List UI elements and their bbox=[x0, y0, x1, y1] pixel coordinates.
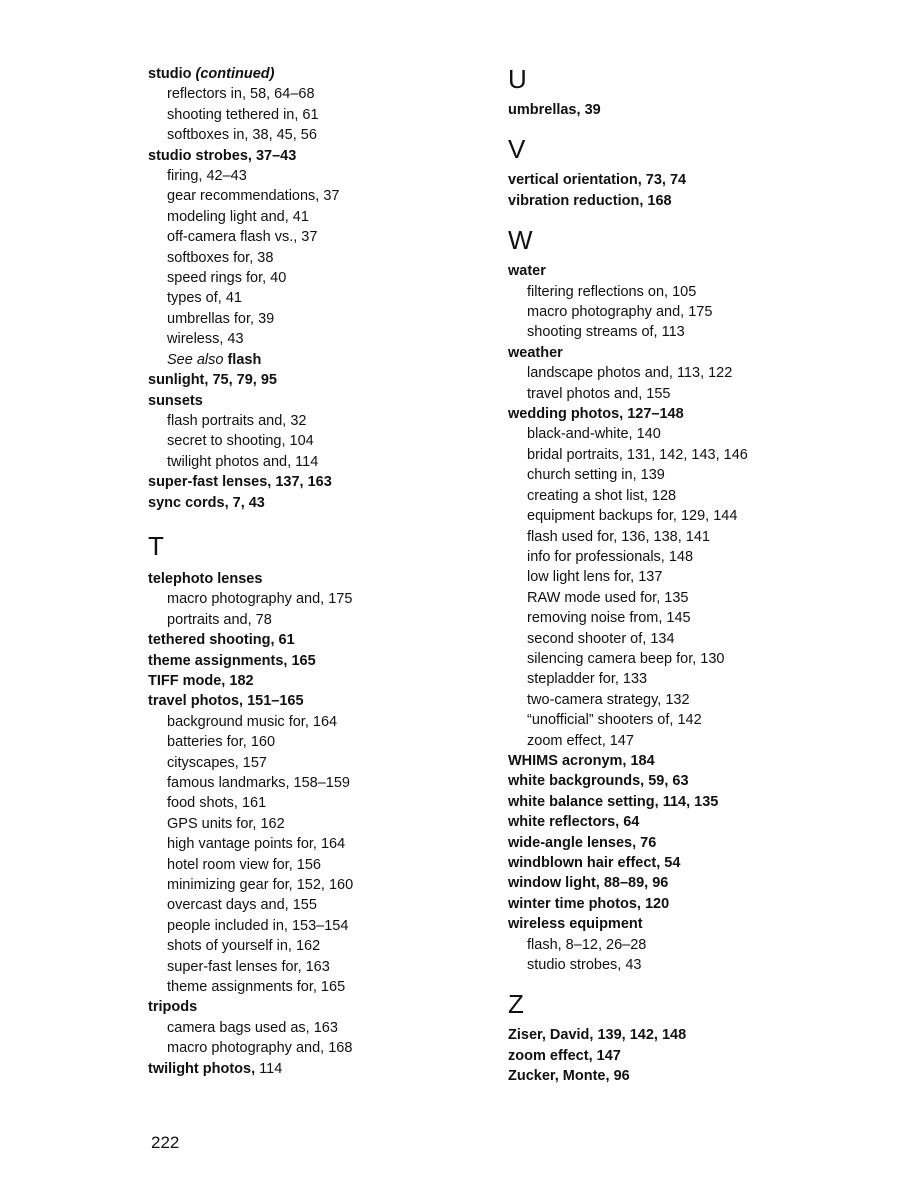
index-subentry: camera bags used as, 163 bbox=[167, 1019, 338, 1036]
index-subentry: secret to shooting, 104 bbox=[167, 433, 314, 450]
entry-pages: 168 bbox=[647, 192, 672, 209]
index-entry-white-balance-setting bbox=[508, 792, 838, 812]
index-entry-twilight-photos bbox=[148, 1059, 478, 1079]
index-subentry: high vantage points for, 164 bbox=[167, 836, 346, 853]
index-entry-water bbox=[508, 261, 838, 281]
entry-pages: 96 bbox=[613, 1068, 630, 1085]
section-letter-v: V bbox=[508, 134, 526, 165]
index-subentry: travel photos and, 155 bbox=[527, 385, 671, 402]
entry-pages: 61 bbox=[278, 632, 295, 649]
entry-term: vertical orientation, bbox=[508, 172, 642, 189]
entry-term: sync cords, bbox=[148, 494, 229, 511]
index-column-left bbox=[148, 64, 478, 1079]
entry-pages: 59, 63 bbox=[648, 773, 689, 790]
entry-pages: 127–148 bbox=[627, 406, 684, 423]
entry-term: Zucker, Monte, bbox=[508, 1068, 610, 1085]
index-entry-wedding-photos bbox=[508, 404, 838, 424]
index-subentry: shooting tethered in, 61 bbox=[167, 106, 319, 123]
index-entry-windblown-hair-effect bbox=[508, 853, 838, 873]
index-subentry: off-camera flash vs., 37 bbox=[167, 229, 318, 246]
index-entry-weather bbox=[508, 343, 838, 363]
continued-label: (continued) bbox=[195, 66, 275, 82]
index-subentry: bridal portraits, 131, 142, 143, 146 bbox=[527, 446, 748, 463]
entry-term: windblown hair effect, bbox=[508, 855, 661, 871]
entry-term: theme assignments, bbox=[148, 652, 288, 669]
index-subentry: silencing camera beep for, 130 bbox=[527, 650, 725, 667]
entry-pages: 137, 163 bbox=[275, 474, 332, 491]
index-subentry: equipment backups for, 129, 144 bbox=[527, 508, 738, 525]
index-entry-vibration-reduction bbox=[508, 191, 838, 211]
entry-pages: 37–43 bbox=[255, 147, 297, 164]
index-subentry: umbrellas for, 39 bbox=[167, 310, 275, 327]
index-subentry: batteries for, 160 bbox=[167, 734, 276, 751]
entry-pages: 75, 79, 95 bbox=[212, 372, 277, 389]
index-subentry: speed rings for, 40 bbox=[167, 270, 287, 287]
index-entry-ziser-david bbox=[508, 1025, 838, 1045]
index-entry-studio-strobes bbox=[148, 146, 478, 166]
index-entry-wide-angle-lenses bbox=[508, 833, 838, 853]
index-entry-zoom-effect bbox=[508, 1046, 838, 1066]
index-subentry: softboxes for, 38 bbox=[167, 249, 274, 266]
index-subentry: flash portraits and, 32 bbox=[167, 412, 307, 429]
index-entry-winter-time-photos bbox=[508, 894, 838, 914]
entry-term: super-fast lenses, bbox=[148, 474, 272, 491]
section-letter-w: W bbox=[508, 225, 533, 256]
index-entry-super-fast-lenses bbox=[148, 472, 478, 492]
index-entry-tiff-mode bbox=[148, 671, 478, 691]
index-entry-vertical-orientation bbox=[508, 170, 838, 190]
index-subentry: macro photography and, 175 bbox=[167, 591, 353, 608]
entry-term: wireless equipment bbox=[508, 916, 643, 933]
index-subentry: people included in, 153–154 bbox=[167, 917, 349, 934]
entry-term: tethered shooting, bbox=[148, 632, 275, 649]
entry-term: wide-angle lenses, bbox=[508, 834, 637, 851]
index-subentry: cityscapes, 157 bbox=[167, 754, 267, 771]
index-subentry: famous landmarks, 158–159 bbox=[167, 775, 350, 791]
index-subentry: shots of yourself in, 162 bbox=[167, 938, 321, 955]
entry-term: vibration reduction, bbox=[508, 192, 644, 209]
entry-term: twilight photos, bbox=[148, 1060, 256, 1077]
entry-term: water bbox=[508, 263, 546, 280]
index-subentry: second shooter of, 134 bbox=[527, 630, 675, 647]
entry-pages: 88–89, 96 bbox=[603, 875, 669, 892]
entry-term: Ziser, David, bbox=[508, 1027, 594, 1044]
index-subentry: low light lens for, 137 bbox=[527, 569, 663, 586]
entry-pages: 73, 74 bbox=[645, 172, 687, 189]
index-subentry: overcast days and, 155 bbox=[167, 897, 317, 914]
entry-pages: 114, 135 bbox=[662, 793, 719, 810]
index-subentry: twilight photos and, 114 bbox=[167, 453, 319, 470]
entry-term: zoom effect, bbox=[508, 1047, 593, 1064]
entry-term: sunlight, bbox=[148, 372, 209, 389]
index-subentry: theme assignments for, 165 bbox=[167, 979, 346, 996]
index-entry-telephoto-lenses bbox=[148, 569, 478, 589]
index-entry-zucker-monte bbox=[508, 1066, 838, 1086]
entry-term: travel photos, bbox=[148, 693, 244, 710]
index-entry-whims-acronym bbox=[508, 751, 838, 771]
see-also-reference bbox=[148, 350, 478, 370]
index-subentry: firing, 42–43 bbox=[167, 168, 247, 185]
entry-term: white backgrounds, bbox=[508, 773, 645, 790]
index-entry-white-reflectors bbox=[508, 812, 838, 832]
page-number: 222 bbox=[151, 1133, 180, 1152]
index-entry-umbrellas bbox=[508, 100, 838, 120]
index-subentry: wireless, 43 bbox=[167, 331, 244, 348]
index-subentry: creating a shot list, 128 bbox=[527, 487, 677, 504]
index-subentry: studio strobes, 43 bbox=[527, 957, 642, 974]
entry-pages: 139, 142, 148 bbox=[597, 1027, 687, 1044]
see-also-target: flash bbox=[227, 351, 262, 368]
entry-term: TIFF mode, bbox=[148, 672, 226, 689]
index-subentry: flash used for, 136, 138, 141 bbox=[527, 528, 710, 545]
index-entry-studio bbox=[148, 64, 478, 84]
index-subentry: food shots, 161 bbox=[167, 795, 267, 812]
entry-term: studio strobes, bbox=[148, 147, 252, 164]
index-subentry: stepladder for, 133 bbox=[527, 671, 648, 688]
entry-term: weather bbox=[508, 344, 563, 361]
section-letter-t: T bbox=[148, 530, 164, 561]
index-subentry: black-and-white, 140 bbox=[527, 426, 661, 443]
index-subentry: background music for, 164 bbox=[167, 713, 338, 730]
entry-term: telephoto lenses bbox=[148, 570, 263, 587]
entry-pages: 120 bbox=[644, 895, 670, 912]
index-entry-sunlight bbox=[148, 370, 478, 390]
index-entry-wireless-equipment bbox=[508, 914, 838, 934]
entry-pages: 76 bbox=[640, 834, 657, 851]
index-entry-sunsets bbox=[148, 391, 478, 411]
entry-pages: 7, 43 bbox=[232, 494, 265, 511]
index-subentry: softboxes in, 38, 45, 56 bbox=[167, 127, 317, 144]
index-column-right bbox=[508, 64, 838, 1087]
entry-term: WHIMS acronym, bbox=[508, 752, 627, 769]
entry-pages: 114 bbox=[259, 1060, 283, 1077]
entry-pages: 64 bbox=[623, 814, 640, 831]
index-subentry: macro photography and, 175 bbox=[527, 304, 713, 321]
index-subentry: super-fast lenses for, 163 bbox=[167, 958, 330, 975]
index-subentry: “unofficial” shooters of, 142 bbox=[527, 712, 702, 729]
index-subentry: hotel room view for, 156 bbox=[167, 856, 321, 873]
index-subentry: modeling light and, 41 bbox=[167, 208, 309, 225]
index-entry-theme-assignments bbox=[148, 651, 478, 671]
index-subentry: RAW mode used for, 135 bbox=[527, 589, 689, 606]
entry-term: window light, bbox=[508, 875, 600, 892]
index-entry-white-backgrounds bbox=[508, 771, 838, 791]
entry-pages: 182 bbox=[229, 672, 254, 689]
entry-pages: 165 bbox=[291, 652, 316, 669]
entry-term: sunsets bbox=[148, 392, 203, 409]
index-subentry: zoom effect, 147 bbox=[527, 732, 634, 749]
index-entry-tethered-shooting bbox=[148, 630, 478, 650]
index-subentry: flash, 8–12, 26–28 bbox=[527, 936, 647, 953]
index-subentry: portraits and, 78 bbox=[167, 611, 272, 628]
entry-term: white reflectors, bbox=[508, 814, 620, 831]
index-subentry: reflectors in, 58, 64–68 bbox=[167, 86, 315, 103]
index-subentry: macro photography and, 168 bbox=[167, 1040, 353, 1057]
index-subentry: GPS units for, 162 bbox=[167, 815, 285, 832]
index-subentry: filtering reflections on, 105 bbox=[527, 283, 697, 300]
section-letter-z: Z bbox=[508, 989, 524, 1020]
index-subentry: types of, 41 bbox=[167, 290, 242, 307]
index-entry-tripods bbox=[148, 997, 478, 1017]
index-subentry: landscape photos and, 113, 122 bbox=[527, 365, 733, 382]
entry-term: winter time photos, bbox=[508, 895, 641, 912]
index-subentry: removing noise from, 145 bbox=[527, 610, 691, 627]
index-subentry: info for professionals, 148 bbox=[527, 548, 694, 565]
index-entry-travel-photos bbox=[148, 691, 478, 711]
entry-term: studio bbox=[148, 66, 192, 82]
index-entry-window-light bbox=[508, 873, 838, 893]
entry-pages: 39 bbox=[584, 102, 601, 118]
entry-term: umbrellas, bbox=[508, 102, 581, 118]
index-subentry: church setting in, 139 bbox=[527, 467, 665, 484]
see-also-label: See also bbox=[167, 351, 224, 368]
index-subentry: shooting streams of, 113 bbox=[527, 324, 685, 341]
entry-term: tripods bbox=[148, 999, 198, 1016]
index-entry-sync-cords bbox=[148, 493, 478, 513]
index-subentry: minimizing gear for, 152, 160 bbox=[167, 877, 354, 894]
index-subentry: two-camera strategy, 132 bbox=[527, 691, 690, 708]
entry-pages: 147 bbox=[596, 1047, 621, 1064]
entry-pages: 151–165 bbox=[247, 693, 304, 710]
entry-term: wedding photos, bbox=[508, 406, 624, 423]
section-letter-u: U bbox=[508, 64, 527, 94]
entry-term: white balance setting, bbox=[508, 793, 659, 810]
entry-pages: 184 bbox=[630, 752, 655, 769]
index-subentry: gear recommendations, 37 bbox=[167, 188, 340, 205]
entry-pages: 54 bbox=[664, 855, 681, 871]
